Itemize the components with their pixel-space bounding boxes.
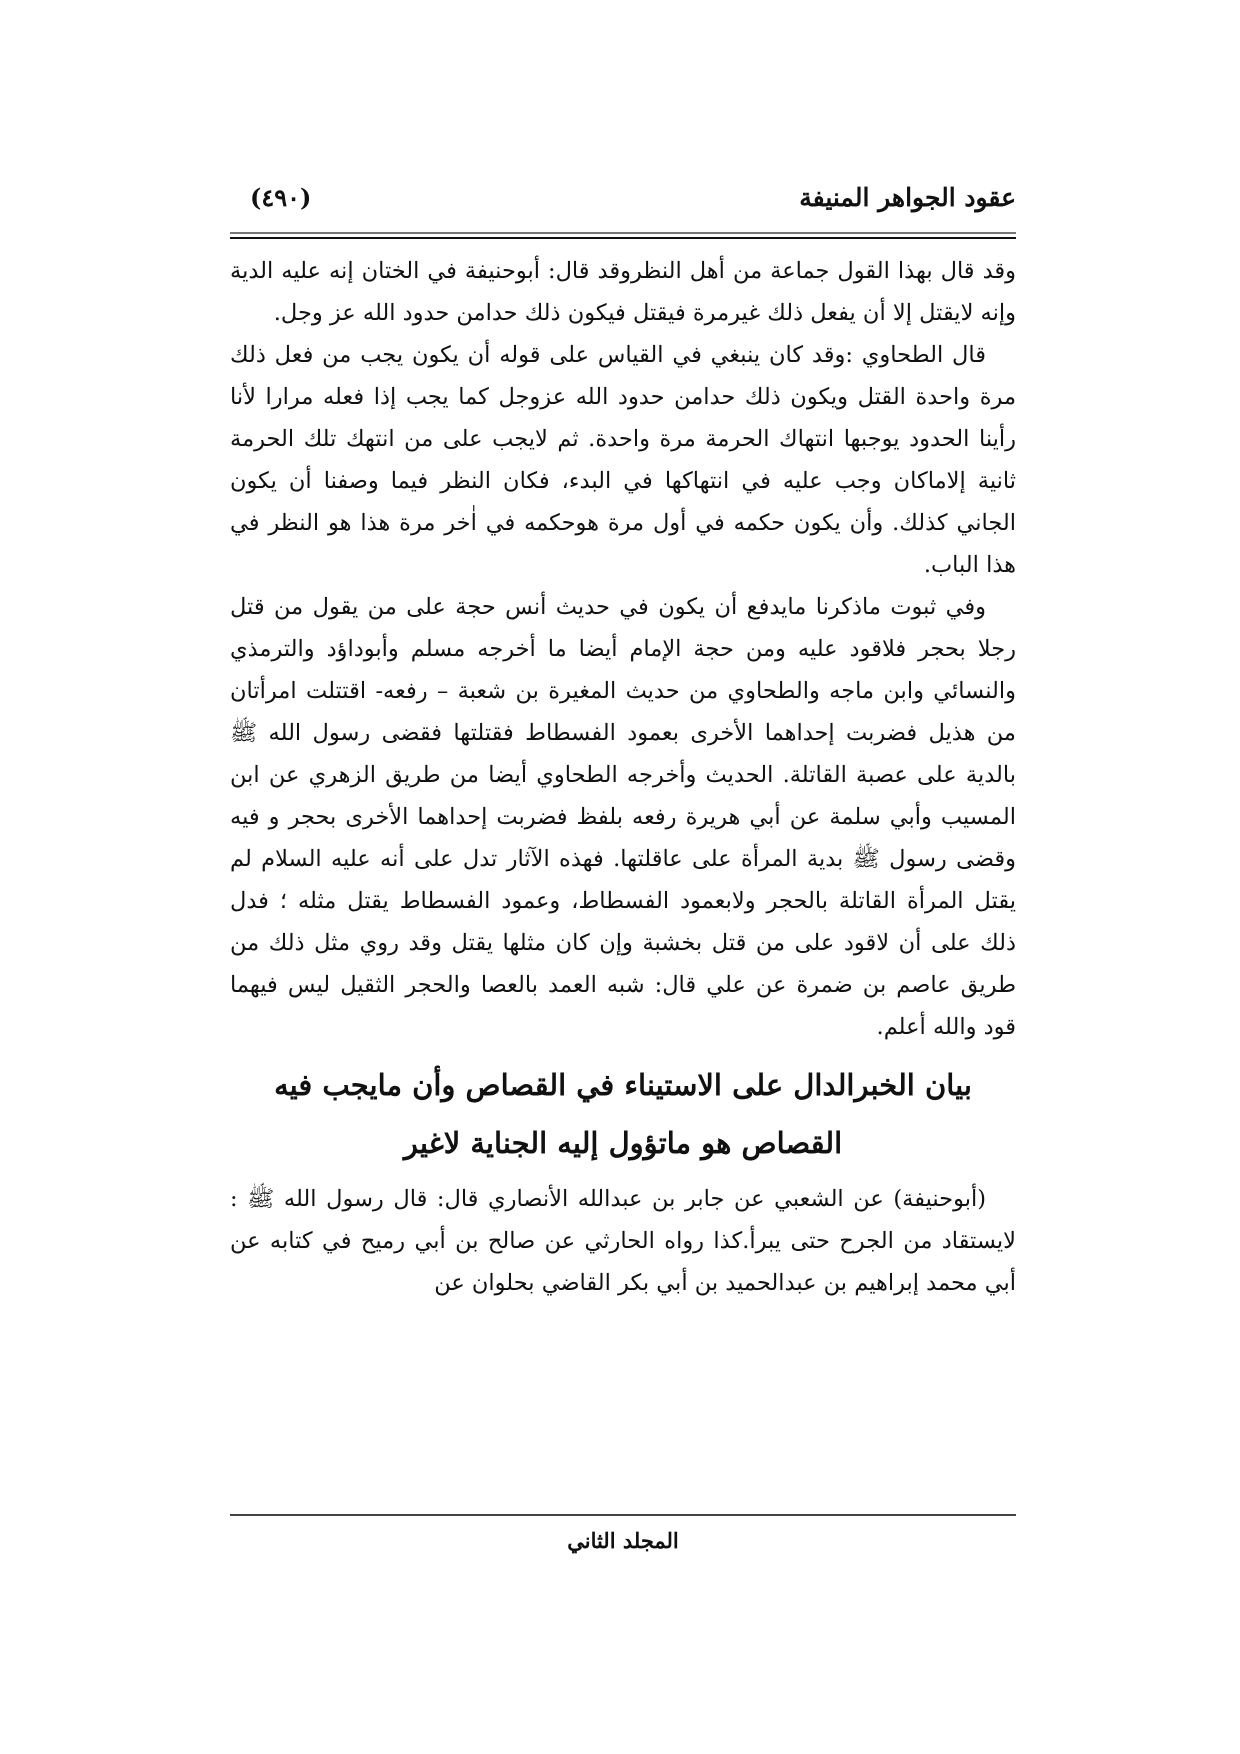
paragraph-2: قال الطحاوي :وقد كان ينبغي في القياس على قوله أن يكون يجب من فعل ذلك مرة واحدة القتل ويكون ذلك حدامن حدود الله عزوجل كما يجب إذا فعله مرارا لأنا رأينا الحدود يوجبها انتهاك الحرمة مرة واحدة. ثم لايجب على من انتهك تلك الحرمة ثانية إلاماكان وجب عليه في انتهاكها في البدء، فكان النظر فيما وصفنا أن يكون الجاني كذلك. وأن يكون حكمه في أول مرة هوحكمه في اٰخر مرة هذا هو النظر في هذا الباب. (230, 342, 1016, 578)
book-title: عقود الجواهر المنيفة (799, 183, 1016, 212)
page-number: (٤٩٠) (250, 183, 312, 212)
volume-label: المجلد الثاني (567, 1528, 679, 1553)
paragraph-1: وقد قال بهذا القول جماعة من أهل النظروقد قال: أبوحنيفة في الختان إنه عليه الدية وإنه لايقتل إلا أن يفعل ذلك غيرمرة فيقتل فيكون ذلك حدامن حدود الله عز وجل. (230, 258, 1016, 326)
page-header (230, 183, 1016, 223)
paragraph-3: وفي ثبوت ماذكرنا مايدفع أن يكون في حديث أنس حجة على من يقول من قتل رجلا بحجر فلاقود عليه ومن حجة الإمام أيضا ما أخرجه مسلم وأبوداؤد والترمذي والنسائي وابن ماجه والطحاوي من حديث المغيرة بن شعبة – رفعه- اقتتلت امرأتان من هذيل فضربت إحداهما الأخرى بعمود الفسطاط فقتلتها فقضى رسول الله ﷺ بالدية على عصبة القاتلة. الحديث وأخرجه الطحاوي أيضا من طريق الزهري عن ابن المسيب وأبي سلمة عن أبي هريرة رفعه بلفظ فضربت إحداهما الأخرى بحجر و فيه وقضى رسول ﷺ بدية المرأة على عاقلتها. فهذه الآثار تدل على أنه عليه السلام لم يقتل المرأة القاتلة بالحجر ولابعمود الفسطاط، وعمود الفسطاط يقتل مثله ؛ فدل ذلك على أن لاقود على من قتل بخشبة وإن كان مثلها يقتل وقد روي مثل ذلك من طريق عاصم بن ضمرة عن علي قال: شبه العمد بالعصا والحجر الثقيل ليس فيهما قود والله أعلم. (230, 594, 1016, 1040)
section-heading: بيان الخبرالدال على الاستيناء في القصاص وأن مايجب فيه القصاص هو ماتؤول إليه الجناية لاغير (274, 1068, 972, 1160)
body-text (230, 250, 1016, 1304)
footer-rule (230, 1514, 1016, 1516)
paragraph-4: (أبوحنيفة) عن الشعبي عن جابر بن عبدالله الأنصاري قال: قال رسول الله ﷺ : لايستقاد من الجرح حتى يبرأ.كذا رواه الحارثي عن صالح بن أبي رميح في كتابه عن أبي محمد إبراهيم بن عبدالحميد بن أبي بكر القاضي بحلوان عن (230, 1186, 1016, 1296)
header-rule-thick (230, 237, 1016, 239)
book-page (230, 0, 1016, 1754)
header-rule-thin (230, 232, 1016, 234)
